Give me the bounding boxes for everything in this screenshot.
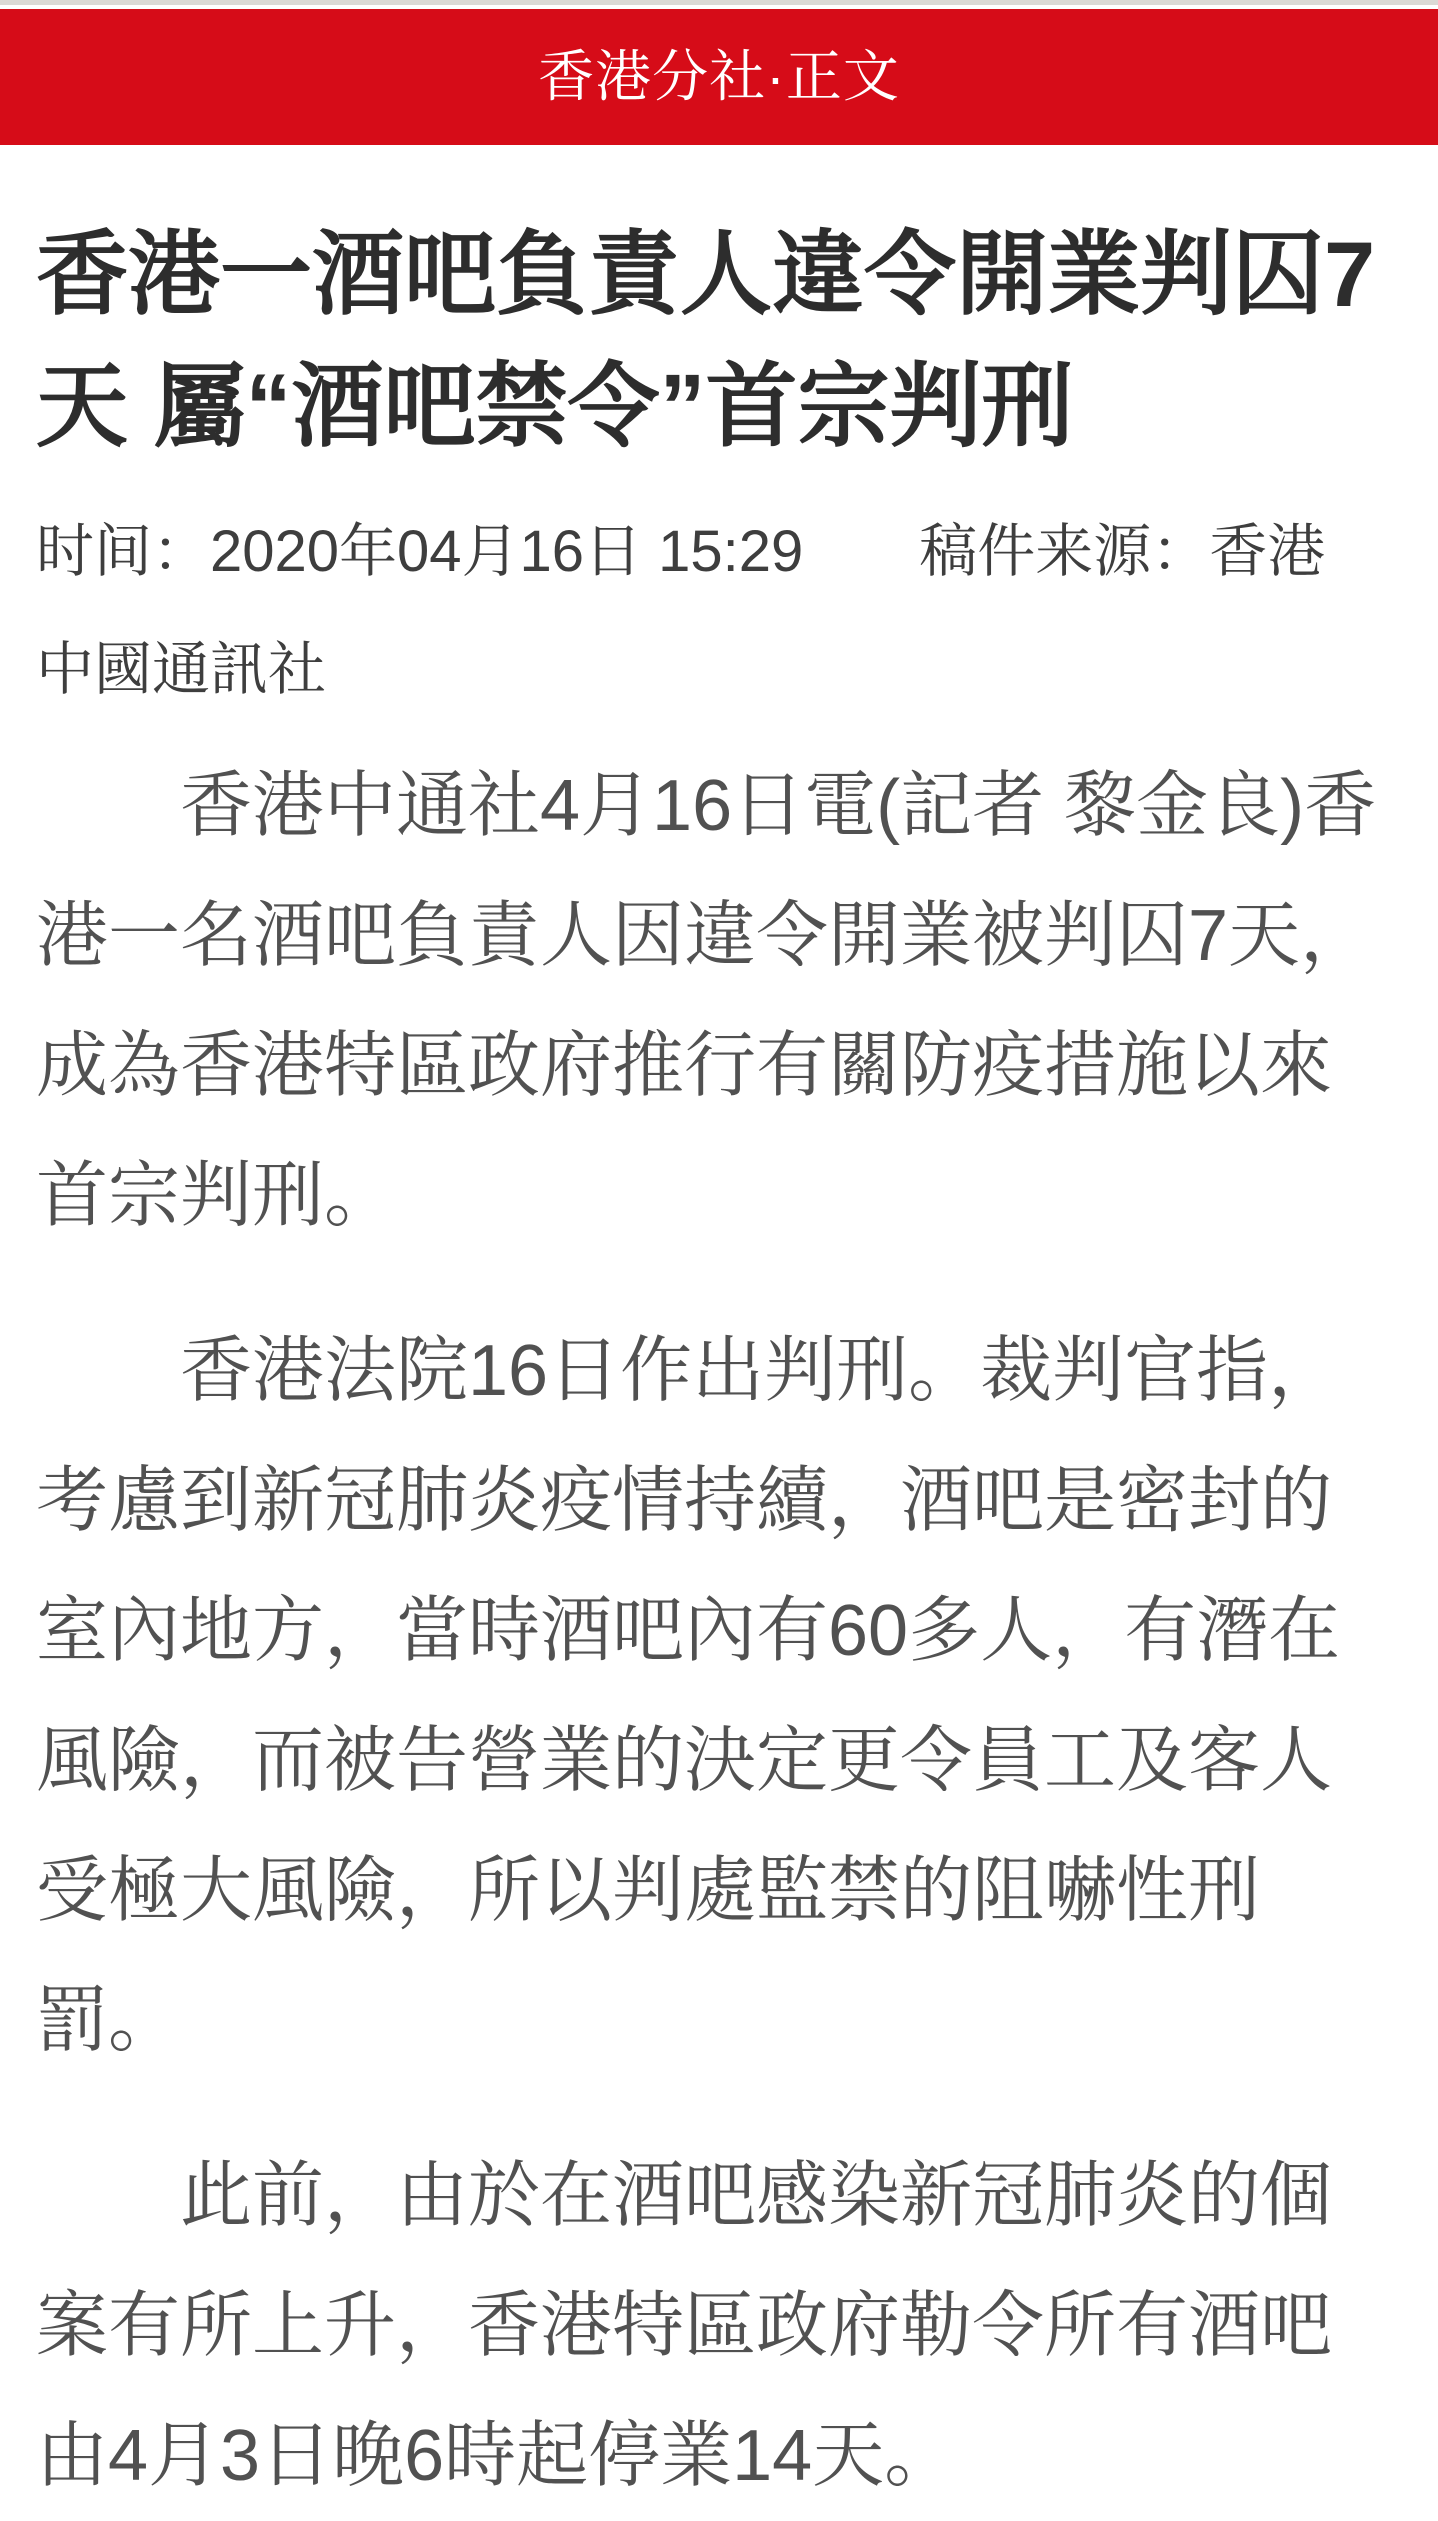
article-paragraph-3: 此前，由於在酒吧感染新冠肺炎的個案有所上升，香港特區政府勒令所有酒吧由4月3日晚6時起停業14天。 bbox=[36, 2156, 1333, 2496]
article-body bbox=[36, 741, 1402, 2521]
article-meta bbox=[36, 493, 1402, 729]
article-title: 香港一酒吧負責人違令開業判囚7天 屬“酒吧禁令”首宗判刑 bbox=[36, 224, 1376, 458]
top-strip bbox=[0, 0, 1438, 9]
section-header-bar bbox=[0, 9, 1438, 145]
article-meta-line-2: 中國通訊社 bbox=[36, 637, 327, 702]
article-paragraph-2: 香港法院16日作出判刑。裁判官指，考慮到新冠肺炎疫情持續，酒吧是密封的室內地方，當時酒吧內有60多人，有潛在風險，而被告營業的決定更令員工及客人受極大風險，所以判處監禁的阻嚇性刑罰。 bbox=[36, 1331, 1341, 2061]
section-header-label: 香港分社·正文 bbox=[538, 45, 900, 108]
article-content bbox=[0, 209, 1438, 2521]
article-paragraph-1: 香港中通社4月16日電(記者 黎金良)香港一名酒吧負責人因違令開業被判囚7天，成為香港特區政府推行有關防疫措施以來首宗判刑。 bbox=[36, 766, 1377, 1236]
article-meta-line-1: 时间：2020年04月16日 15:29 稿件来源：香港 bbox=[36, 519, 1326, 584]
